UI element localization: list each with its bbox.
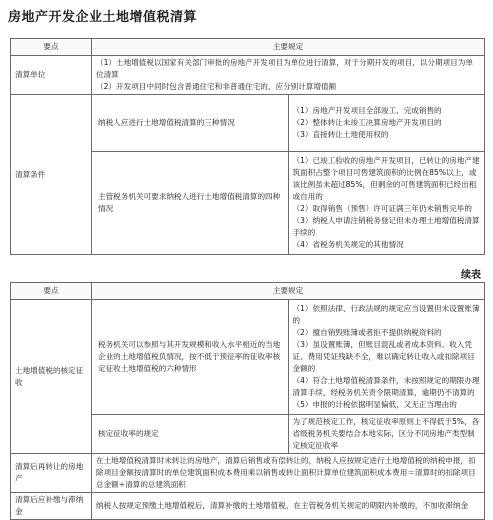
rule-item: （5）申报的计税依据明显偏低，又无正当理由的	[292, 400, 457, 409]
rule-item: （2）开发项目中同时包含普通住宅和非普通住宅的，应分别计算增值额	[96, 82, 337, 91]
header-rules: 主要规定	[92, 283, 485, 300]
mandatory-clearing-items	[288, 95, 485, 152]
rule-item: （3）虽设置账簿，但账目混乱或者成本资料、收入凭证、费用凭证残缺不全，难以确定转让收入或扣除项目金额的	[292, 340, 475, 373]
rule-item: （2）擅自销毁账簿或者拒不提供纳税资料的	[292, 328, 442, 337]
clearing-rules-table-continued	[10, 282, 485, 520]
rule-item: （3）纳税人申请注销税务登记但未办理土地增值税清算手续的	[292, 216, 480, 237]
late-fee-text: 纳税人按规定预缴土地增值税后，清算补缴的土地增值税，在主管税务机关规定的期限内补缴的，不加收滞纳金	[92, 493, 485, 520]
rule-item: （1）土地增值税以国家有关部门审批的房地产开发项目为单位进行清算，对于分期开发的项目，以分期项目为单位清算	[96, 58, 473, 79]
clearing-conditions-label: 清算条件	[11, 95, 92, 255]
rule-item: （1）依照法律、行政法规的规定应当设置但未设置账簿的	[292, 304, 480, 325]
verified-levy-items	[288, 300, 485, 415]
header-point: 要点	[11, 39, 92, 56]
mandatory-clearing-label: 纳税人应进行土地增值税清算的三种情况	[92, 95, 289, 152]
late-fee-label: 清算后应补缴与滞纳金	[11, 493, 92, 520]
clearing-rules-table	[10, 38, 485, 255]
verified-rate-label: 核定征收率的规定	[92, 415, 289, 454]
header-point: 要点	[11, 283, 92, 300]
rule-item: （1）已竣工验收的房地产开发项目，已转让的房地产建筑面积占整个项目可售建筑面积的比例在85%以上，或该比例虽未超过85%，但剩余的可售建筑面积已经出租或自用的	[292, 156, 480, 201]
post-clearing-transfer-label: 清算后再转让的房地产	[11, 454, 92, 493]
post-clearing-transfer-text: 在土地增值税清算时未转让的房地产，清算后销售或有偿转让的，纳税人应按规定进行土地增值税的纳税申报，扣除项目金额按清算时的单位建筑面积成本费用乘以销售或转让面积计算单位建筑面积成本费用＝清算时的扣除项目总金额÷清算的总建筑面积	[92, 454, 485, 493]
page-title: 房地产开发企业土地增值税清算	[8, 10, 198, 25]
verified-levy-label: 土地增值税的核定征收	[11, 300, 92, 454]
rule-item: （4）符合土地增值税清算条件，未按照规定的期限办理清算手续，经税务机关责令限期清算，逾期仍不清算的	[292, 376, 480, 397]
rule-item: （1）房地产开发项目全部竣工、完成销售的	[292, 106, 442, 115]
rule-item: （3）直接转让土地使用权的	[292, 130, 389, 139]
clearing-unit-label: 清算单位	[11, 56, 92, 95]
verified-levy-condition-label: 税务机关可以参照与其开发规模和收入水平相近的当地企业的土地增值税负情况，按不低于预征率的征收率核定征收土地增值税的六种情形	[92, 300, 289, 415]
rule-item: （4）省税务机关规定的其他情况	[292, 240, 404, 249]
rule-item: （2）取得销售（预售）许可证满三年仍未销售完毕的	[292, 204, 472, 213]
continued-label: 续表	[461, 270, 481, 281]
header-rules: 主要规定	[92, 39, 485, 56]
optional-clearing-items	[288, 152, 485, 255]
optional-clearing-label: 主管税务机关可要求纳税人进行土地增值税清算的四种情况	[92, 152, 289, 255]
clearing-unit-rules	[92, 56, 485, 95]
rule-item: （2）整体转让未竣工决算房地产开发项目的	[292, 118, 442, 127]
verified-rate-text: 为了规范核定工作，核定征收率原则上不得低于5%，各省级税务机关要结合本地实际，区分不同房地产类型制定核定征收率	[288, 415, 485, 454]
